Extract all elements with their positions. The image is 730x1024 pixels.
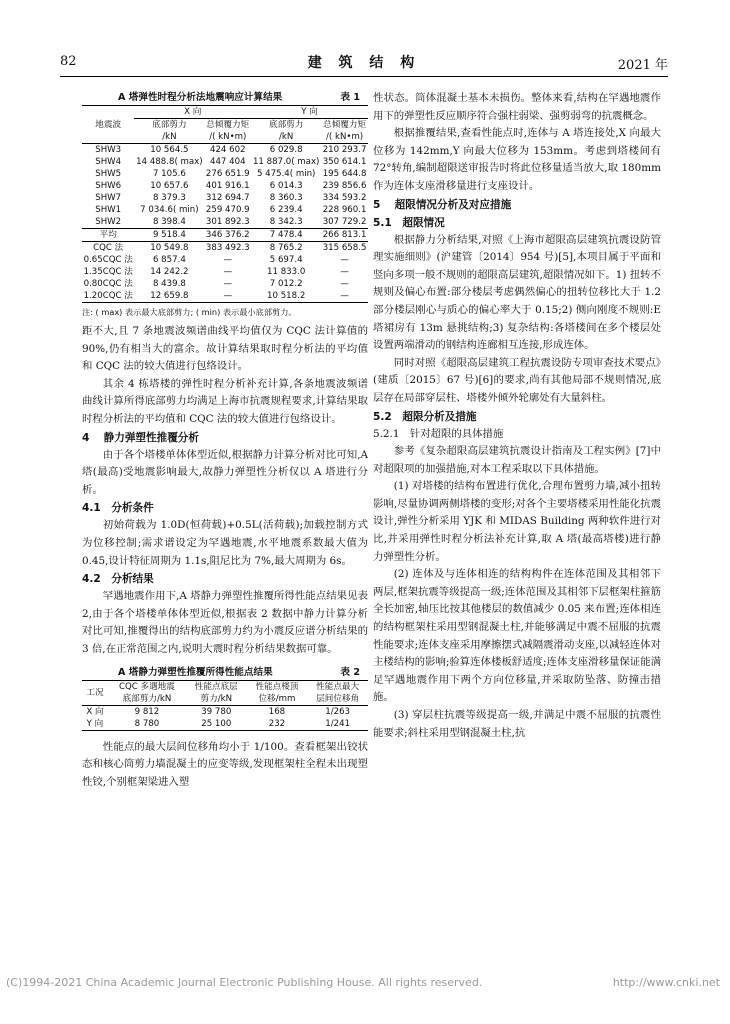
table-cell: 10 518.2	[267, 291, 306, 301]
table-cell: 210 293.7	[322, 145, 367, 155]
table-row	[82, 718, 368, 731]
table-cell: SHW5	[95, 169, 122, 179]
table-row	[82, 144, 368, 157]
table-cell: 9 812	[134, 706, 160, 717]
sec4-para: 由于各个塔楼单体体型近似,根据静力计算分析对比可知,A 塔(最高)受地震影响最大,故静力弹塑性分析仅以 A 塔进行分析。	[82, 448, 368, 496]
table-row-cqc	[82, 266, 368, 278]
copyright: (C)1994-2021 China Academic Journal Electronic Publishing House. All rights reserved.	[6, 976, 483, 989]
table-cell: —	[223, 291, 233, 301]
table-cell: 8 360.3	[269, 193, 303, 203]
page-header	[60, 52, 668, 77]
table-cell: 7 034.6( min)	[140, 205, 199, 215]
table-header-cell: 性能点楼顶 位移/mm	[247, 680, 308, 705]
table-cell: 1/241	[325, 718, 351, 729]
table-cell: 5 475.4( min)	[256, 169, 316, 179]
table1-note: 注: ( max) 表示最大底部剪力; ( min) 表示最小底部剪力。	[82, 307, 297, 317]
table-cell: SHW2	[95, 217, 122, 227]
right-para-1: 性状态。筒体混凝土基本未损伤。整体来看,结构在罕遇地震作用下的弹塑性反应顺序符合强柱弱梁、强剪弱弯的抗震概念。	[373, 92, 661, 122]
table-row	[82, 180, 368, 192]
table-cell: SHW3	[95, 145, 122, 155]
table-cell: 7 105.6	[152, 169, 186, 179]
table-cell: 401 916.1	[205, 181, 250, 191]
table-row	[82, 156, 368, 168]
table-cell: X 向	[86, 706, 104, 717]
table-cell: 5 697.4	[269, 255, 303, 265]
table-cell: 346 376.2	[205, 230, 250, 240]
table-row-average	[82, 229, 368, 242]
table-cell: 383 492.3	[205, 243, 250, 253]
table-cell: 14 488.8( max)	[136, 157, 203, 167]
sec5-heading: 5 超限情况分析及对应措施	[373, 198, 512, 211]
table-row-cqc	[82, 242, 368, 255]
table1-body	[82, 144, 368, 303]
table-cell: 447 404	[210, 157, 246, 167]
table-cell: 195 644.8	[322, 169, 367, 179]
table-cell: SHW1	[95, 205, 122, 215]
table-cell: 232	[268, 718, 286, 729]
table-cell: 12 659.8	[150, 291, 189, 301]
right-para-2: 根据推覆结果,查看性能点时,连体与 A 塔连接处,X 向最大位移为 142mm,Y 向最大位移为 153mm。考虑到塔楼间有 72°转角,编制超限送审报告时将此位移量适当放大,取 180mm 作为连体支座滑移量进行支座设计。	[373, 127, 661, 192]
table-cell: CQC 法	[82, 242, 134, 255]
sec42-para: 罕遇地震作用下,A 塔静力弹塑性推覆所得性能点结果见表 2,由于各个塔楼单体体型近似,根据表 2 数据中静力计算分析对比可知,推覆得出的结构底部剪力约为小震反应谱分析结果的 3 倍,在正常范围之内,说明大震时程分析结果数据可靠。	[82, 590, 368, 655]
table-cell: 6 014.3	[269, 181, 303, 191]
left-column	[82, 90, 368, 791]
table-cell: 259 470.9	[205, 205, 250, 215]
sec42-heading: 4.2 分析结果	[82, 573, 154, 586]
table-cell: 8 765.2	[251, 242, 321, 255]
table2	[82, 680, 368, 731]
page-number: 82	[60, 54, 77, 69]
table-cell: 39 780	[201, 706, 232, 717]
table-cell: —	[223, 267, 233, 277]
table-cell: 7 478.4	[251, 229, 321, 242]
table-header-cell: 工况	[82, 680, 108, 705]
left-para-2: 其余 4 栋塔楼的弹性时程分析补充计算,各条地震波频谱曲线计算所得底部剪力均满足上海市抗震规程要求,计算结果取时程分析法的平均值和 CQC 法的较大值进行包络设计。	[82, 377, 368, 425]
table-cell: 1.20CQC 法	[83, 291, 133, 301]
table-cell: 9 518.4	[134, 229, 204, 242]
sec4-heading: 4 静力弹塑性推覆分析	[82, 431, 199, 444]
table-cell: 1.35CQC 法	[83, 267, 133, 277]
table2-caption: A 塔静力弹塑性推覆所得性能点结果 表 2	[118, 666, 360, 678]
year: 2021 年	[617, 58, 668, 73]
table-cell: 334 593.2	[322, 193, 367, 203]
sec521-para: 参考《复杂超限高层建筑抗震设计指南及工程实例》[7]中对超限项的加强措施,对本工程采取以下具体措施。	[373, 445, 661, 475]
table-cell: —	[340, 255, 349, 265]
footer-url: http://www.cnki.net	[612, 976, 720, 989]
table-cell: 0.65CQC 法	[83, 255, 133, 265]
table-cell: 8 379.3	[152, 193, 186, 203]
table-cell: 8 398.4	[152, 217, 186, 227]
left-tail: 性能点的最大层间位移角均小于 1/100。查看框架出铰状态和核心筒剪力墙混凝土的应变等级,发现框架柱全程未出现塑性铰,个别框架梁进入塑	[82, 740, 368, 788]
table-cell: 10 657.6	[150, 181, 189, 191]
table-cell: 315 658.5	[322, 243, 367, 253]
table1: 地震波 X 向 Y 向 底部剪力 /kN 总倾覆力矩 /( kN•m) 底部剪力 /kN 总倾覆力矩 /( kN•m) SHW3 10 564.5 424 602 6 029.8 210 293.7 SHW4 14 488.8( max) 447 404 11 887.0( max) 350 614.1 SHW5 7 105.6 276 651.9 5 475.4( min) 195 644.8 SHW6 10 657.6 401 916.1 6 014.3 239 856.6 SHW7 8 379.3 312 694.7 8 360.3 334 593.2 SHW1 7 034.6( min) 259 470.9 6 239.4 228 960.1 SHW2 8 398.4 301 892.3 8 342.3 307 729.2 平均 9 518.4 346 376.2 7 478.4 266 813.1 CQC 法 10 549.8 383 492.3 8 765.2 315 658.5 0.65CQC 法 6 857.4 — 5 697.4 — 1.35CQC 法 14 242.2 — 11 833.0 — 0.80CQC 法 8 439.8 — 7 012.2 — 1.20CQC 法 12 659.8 — 10 518.2 —	[83, 107, 367, 301]
table-row-cqc	[82, 278, 368, 290]
table-cell: 平均	[82, 229, 134, 242]
journal-title: 建 筑 结 构	[307, 55, 421, 71]
table-cell: 0.80CQC 法	[83, 279, 133, 289]
table-cell: 301 892.3	[205, 217, 250, 227]
table-cell: 350 614.1	[322, 157, 367, 167]
table-row	[82, 216, 368, 229]
table-cell: 6 029.8	[269, 145, 303, 155]
measure-3: (3) 穿层柱抗震等级提高一级,并满足中震不屈服的抗震性能要求;斜柱采用型钢混凝土柱,抗	[373, 709, 661, 739]
table-cell: 266 813.1	[322, 230, 367, 240]
table-cell: 424 602	[210, 145, 246, 155]
table-cell: —	[340, 267, 349, 277]
sec51-para: 根据静力分析结果,对照《上海市超限高层建筑抗震设防管理实施细则》(沪建管〔2014〕954 号)[5],本项目属于平面和竖向多项一般不规则的超限高层建筑,超限情况如下。1) 扭转不规则及偏心布置:部分楼层考虑偶然偏心的扭转位移比大于 1.2 部分楼层刚心与质心的偏心率大于 0.15;2) 侧向刚度不规则:E 塔裙房有 13m 悬挑结构;3) 复杂结构:各塔楼间在多个楼层处设置两端滑动的钢结构连廊相互连接,形成连体。	[373, 233, 661, 352]
table-row-cqc	[82, 254, 368, 266]
table-row	[82, 204, 368, 216]
table-row	[82, 168, 368, 180]
table-row	[82, 192, 368, 204]
table-cell: —	[223, 255, 233, 265]
sec41-heading: 4.1 分析条件	[82, 502, 154, 515]
table-cell: —	[223, 279, 233, 289]
table-cell: 307 729.2	[322, 217, 367, 227]
measure-1: (1) 对塔楼的结构布置进行优化,合理布置剪力墙,减小扭转影响,尽量协调两侧塔楼的变形;对各个主要塔楼采用性能化抗震设计,弹性分析采用 YJK 和 MIDAS Building 两种软件进行对比,并采用弹性时程分析法补充计算,取 A 塔(最高塔楼)进行静力弹塑性分析。	[373, 480, 661, 563]
table-cell: —	[340, 279, 349, 289]
table-header-cell: CQC 多遇地震 底部剪力/kN	[108, 680, 186, 705]
table-cell: 312 694.7	[205, 193, 250, 203]
table-cell: 10 564.5	[150, 145, 189, 155]
sec51-para-b: 同时对照《超限高层建筑工程抗震设防专项审查技术要点》(建质〔2015〕67 号)[6]的要求,尚有其他局部不规则情况,底层存在局部穿层柱、塔楼外倾外轮廓处有大量斜柱。	[373, 356, 661, 404]
measure-2: (2) 连体及与连体相连的结构构件在连体范围及其相邻下两层,框架抗震等级提高一级;连体范围及其相邻下层框架柱箍筋全长加密,轴压比按其他楼层的数值减少 0.05 来布置;连体相连的结构框架柱采用型钢混凝土柱,并能够满足中震不屈服的抗震性能要求;连体支座采用摩擦摆式减隔震滑动支座,以减轻连体对主楼结构的影响;验算连体楼板舒适度;连体支座滑移量保证能满足罕遇地震作用下两个方向位移量,并采取防坠落、防撞击措施。	[373, 568, 661, 704]
table-cell: SHW6	[95, 181, 122, 191]
table-cell: 14 242.2	[150, 267, 189, 277]
table-cell: 25 100	[201, 718, 232, 729]
right-column	[373, 90, 661, 742]
table-cell: 11 833.0	[267, 267, 306, 277]
table-cell: 168	[268, 706, 286, 717]
table-cell: 6 857.4	[152, 255, 186, 265]
table1-caption: A 塔弹性时程分析法地震响应计算结果 表 1	[118, 92, 360, 103]
table-cell: 8 342.3	[269, 217, 303, 227]
sec51-heading: 5.1 超限情况	[373, 216, 445, 229]
table-row-cqc	[82, 290, 368, 303]
table-cell: Y 向	[86, 718, 104, 729]
table-header-cell: 性能点底层 剪力/kN	[186, 680, 247, 705]
table-cell: 8 780	[134, 718, 160, 729]
table-cell: 11 887.0( max)	[252, 157, 320, 167]
sec41-para: 初始荷载为 1.0D(恒荷载)+0.5L(活荷载);加载控制方式为位移控制;需求谱设定为罕遇地震,水平地震系数最大值为 0.45,设计特征周期为 1.1s,阻尼比为 7%,最大周期为 6s。	[82, 519, 368, 567]
table-cell: 6 239.4	[269, 205, 303, 215]
table-row	[82, 705, 368, 718]
table-cell: 8 439.8	[152, 279, 186, 289]
table-header-cell: 性能点最大 层间位移角	[307, 680, 368, 705]
table-cell: 10 549.8	[134, 242, 204, 255]
table-cell: —	[340, 291, 349, 301]
sec52-heading: 5.2 超限分析及措施	[373, 410, 477, 423]
table-cell: 7 012.2	[269, 279, 303, 289]
table-cell: SHW7	[95, 193, 122, 203]
table-cell: 228 960.1	[322, 205, 367, 215]
sec521-heading: 5.2.1 针对超限的具体措施	[373, 427, 504, 440]
table-cell: SHW4	[95, 157, 122, 167]
left-para-1: 距不大,且 7 条地震波频谱曲线平均值仅为 CQC 法计算值的 90%,仍有相当大的富余。故计算结果取时程分析法的平均值和 CQC 法的较大值进行包络设计。	[82, 325, 368, 373]
table-cell: 276 651.9	[205, 169, 250, 179]
table-cell: 239 856.6	[322, 181, 367, 191]
table-cell: 1/263	[325, 706, 351, 717]
